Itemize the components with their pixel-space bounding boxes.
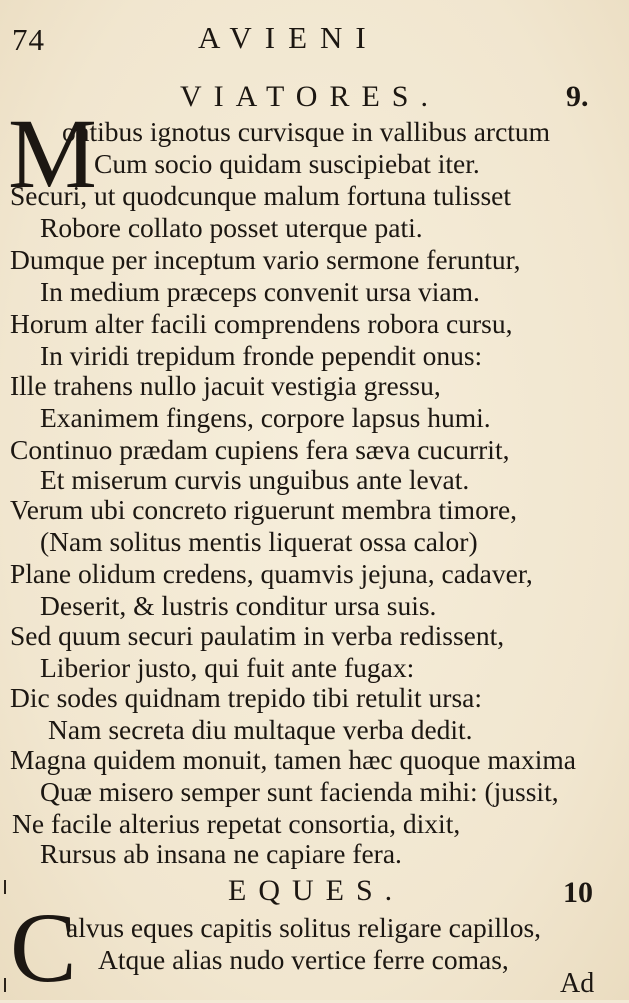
verse-line: ontibus ignotus curvisque in vallibus arctum <box>62 116 551 147</box>
verse-line: Rursus ab insana ne capiare fera. <box>40 838 402 869</box>
verse-line: Horum alter facili comprendens robora cursu, <box>10 308 513 339</box>
verse-line: Et miserum curvis unguibus ante levat. <box>40 464 470 495</box>
drop-cap: C <box>10 892 77 1003</box>
verse-line: Ille trahens nullo jacuit vestigia gressu, <box>10 370 441 401</box>
fable-number: 9. <box>566 80 589 113</box>
verse-line: Robore collato posset uterque pati. <box>40 212 423 243</box>
fable-number: 10 <box>563 876 593 909</box>
verse-line: alvus eques capitis solitus religare capillos, <box>66 912 542 943</box>
page-number: 74 <box>12 22 45 57</box>
running-head: AVIENI <box>198 20 379 55</box>
margin-rule <box>4 880 6 894</box>
verse-line: Dic sodes quidnam trepido tibi retulit ursa: <box>10 682 482 713</box>
drop-cap: M <box>8 98 97 209</box>
fable-title: VIATORES. <box>180 80 440 113</box>
verse-line: Sed quum securi paulatim in verba redissent, <box>10 620 505 651</box>
margin-rule <box>4 978 6 992</box>
fable-title: EQUES. <box>228 874 405 907</box>
verse-line: Magna quidem monuit, tamen hæc quoque maxima <box>10 744 576 775</box>
verse-line: Verum ubi concreto riguerunt membra timore, <box>10 494 518 525</box>
verse-line: Nam secreta diu multaque verba dedit. <box>48 714 473 745</box>
verse-line: Liberior justo, qui fuit ante fugax: <box>40 652 415 683</box>
verse-line: (Nam solitus mentis liquerat ossa calor) <box>40 526 478 557</box>
verse-line: Continuo prædam cupiens fera sæva cucurrit, <box>10 434 510 465</box>
verse-line: Atque alias nudo vertice ferre comas, <box>98 944 509 975</box>
catchword: Ad <box>560 968 595 999</box>
verse-line: Dumque per inceptum vario sermone feruntur, <box>10 244 521 275</box>
verse-line: Deserit, & lustris conditur ursa suis. <box>40 590 437 621</box>
verse-line: Ne facile alterius repetat consortia, dixit, <box>12 808 461 839</box>
verse-line: Securi, ut quodcunque malum fortuna tulisset <box>10 180 512 211</box>
verse-line: Exanimem fingens, corpore lapsus humi. <box>40 402 491 433</box>
verse-line: Cum socio quidam suscipiebat iter. <box>94 148 480 179</box>
verse-line: In viridi trepidum fronde pependit onus: <box>40 340 483 371</box>
verse-line: Quæ misero semper sunt facienda mihi: (jussit, <box>40 776 559 807</box>
verse-line: In medium præceps convenit ursa viam. <box>40 276 480 307</box>
verse-line: Plane olidum credens, quamvis jejuna, cadaver, <box>10 558 533 589</box>
